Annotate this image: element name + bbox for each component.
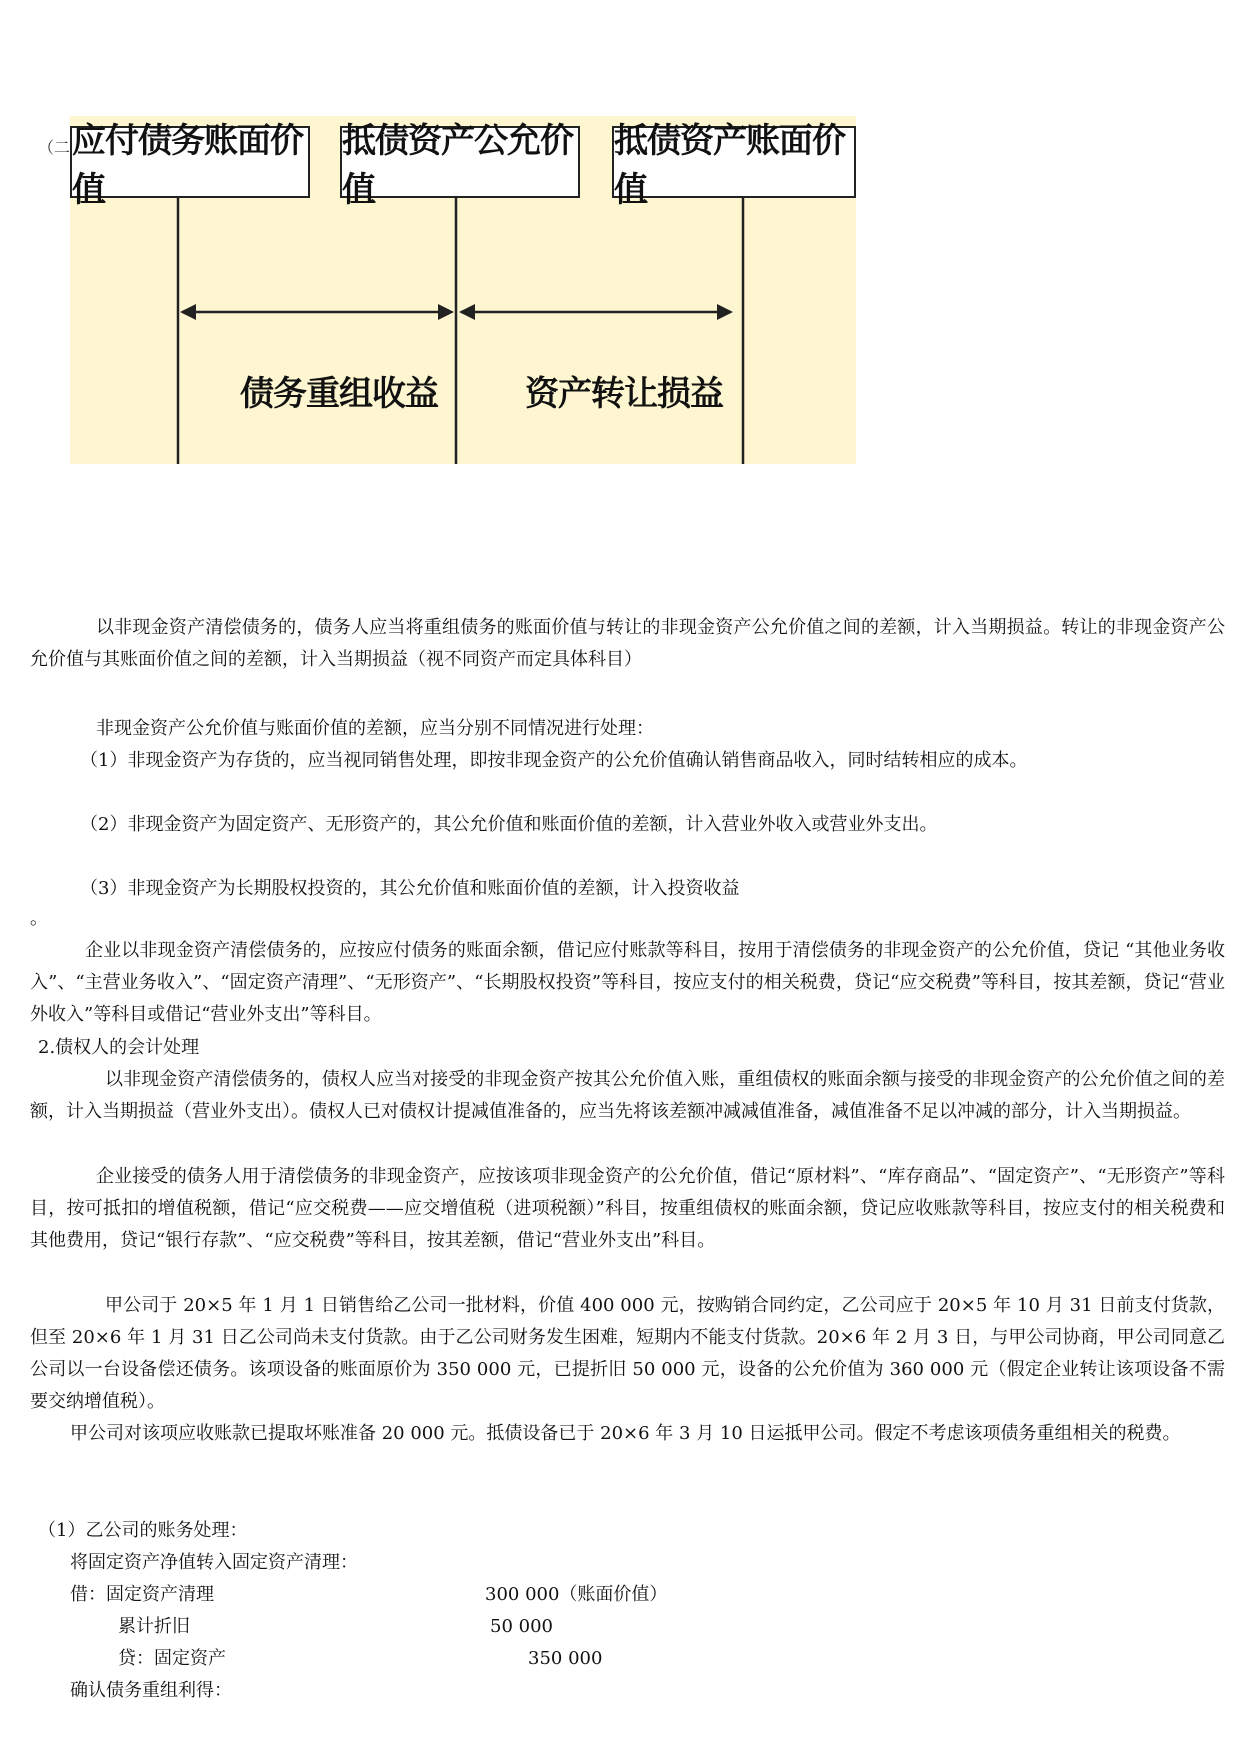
section-heading-creditor: 2.债权人的会计处理	[38, 1037, 200, 1058]
example-line-transfer: 将固定资产净值转入固定资产清理：	[70, 1552, 358, 1573]
list-item-equity-investment: （3）非现金资产为长期股权投资的，其公允价值和账面价值的差额，计入投资收益	[80, 878, 740, 899]
paragraph-creditor-entry: 企业接受的债务人用于清偿债务的非现金资产，应按该项非现金资产的公允价值，借记“原材料”、“库存商品”、“固定资产”、“无形资产”等科目，按可抵扣的增值税额，借记“应交税费——应交增值税（进项税额）”科目，按重组债权的账面余额，贷记应收账款等科目，按应支付的相关税费和其他费用，贷记“银行存款”、“应交税费”等科目，按其差额，借记“营业外支出”科目。	[30, 1166, 1225, 1251]
debt-restructuring-diagram	[70, 116, 856, 464]
entry-account-2: 累计折旧	[118, 1616, 190, 1637]
entry-amount-2: 50 000	[490, 1616, 553, 1637]
example-line-gain: 确认债务重组利得：	[70, 1680, 232, 1701]
list-item-inventory: （1）非现金资产为存货的，应当视同销售处理，即按非现金资产的公允价值确认销售商品收入，同时结转相应的成本。	[80, 750, 1028, 771]
box-asset-fair-value: 抵债资产公允价值	[340, 126, 580, 198]
paragraph-debtor-entry: 企业以非现金资产清偿债务的，应按应付债务的账面余额，借记应付账款等科目，按用于清偿债务的非现金资产的公允价值，贷记 “其他业务收入”、“主营业务收入”、“固定资产清理”、“无形资产”、“长期股权投资”等科目，按应支付的相关税费，贷记“应交税费”等科目，按其差额，贷记“营业外收入”等科目或借记“营业外支出”等科目。	[30, 940, 1225, 1025]
box-asset-book-value: 抵债资产账面价值	[612, 126, 856, 198]
diagram-lines	[70, 116, 856, 464]
entry-account-3: 贷：固定资产	[118, 1648, 226, 1669]
label-asset-transfer-gain-loss: 资产转让损益	[525, 374, 723, 414]
box-payable-book-value: 应付债务账面价值	[70, 126, 310, 198]
paragraph-example-cont: 甲公司对该项应收账款已提取坏账准备 20 000 元。抵债设备已于 20×6 年 3 月 10 日运抵甲公司。假定不考虑该项债务重组相关的税费。	[70, 1423, 1181, 1444]
entry-account-1: 借：固定资产清理	[70, 1584, 214, 1605]
stray-period: 。	[30, 908, 48, 929]
paragraph-difference-handling: 非现金资产公允价值与账面价值的差额，应当分别不同情况进行处理：	[96, 718, 654, 739]
entry-amount-3: 350 000	[528, 1648, 603, 1669]
entry-amount-1: 300 000（账面价值）	[485, 1584, 668, 1605]
paragraph-debtor-noncash: 以非现金资产清偿债务的，债务人应当将重组债务的账面价值与转让的非现金资产公允价值之间的差额，计入当期损益。转让的非现金资产公允价值与其账面价值之间的差额，计入当期损益（视不同资产而定具体科目）	[30, 617, 1225, 670]
example-heading: （1）乙公司的账务处理：	[38, 1520, 248, 1541]
label-debt-restructuring-gain: 债务重组收益	[240, 374, 438, 414]
list-item-fixed-assets: （2）非现金资产为固定资产、无形资产的，其公允价值和账面价值的差额，计入营业外收入或营业外支出。	[80, 814, 938, 835]
paragraph-creditor-noncash: 以非现金资产清偿债务的，债权人应当对接受的非现金资产按其公允价值入账，重组债权的账面余额与接受的非现金资产的公允价值之间的差额，计入当期损益（营业外支出）。债权人已对债权计提减值准备的，应当先将该差额冲减减值准备，减值准备不足以冲减的部分，计入当期损益。	[30, 1069, 1225, 1122]
paragraph-example: 甲公司于 20×5 年 1 月 1 日销售给乙公司一批材料，价值 400 000 元，按购销合同约定，乙公司应于 20×5 年 10 月 31 日前支付货款，但至 20×6 年 1 月 31 日乙公司尚未支付货款。由于乙公司财务发生困难，短期内不能支付货款。20×6 年 2 月 3 日，与甲公司协商，甲公司同意乙公司以一台设备偿还债务。该项设备的账面原价为 350 000 元，已提折旧 50 000 元，设备的公允价值为 360 000 元（假定企业转让该项设备不需要交纳增值税）。	[30, 1295, 1225, 1412]
diagram-prefix: （二	[38, 138, 71, 157]
